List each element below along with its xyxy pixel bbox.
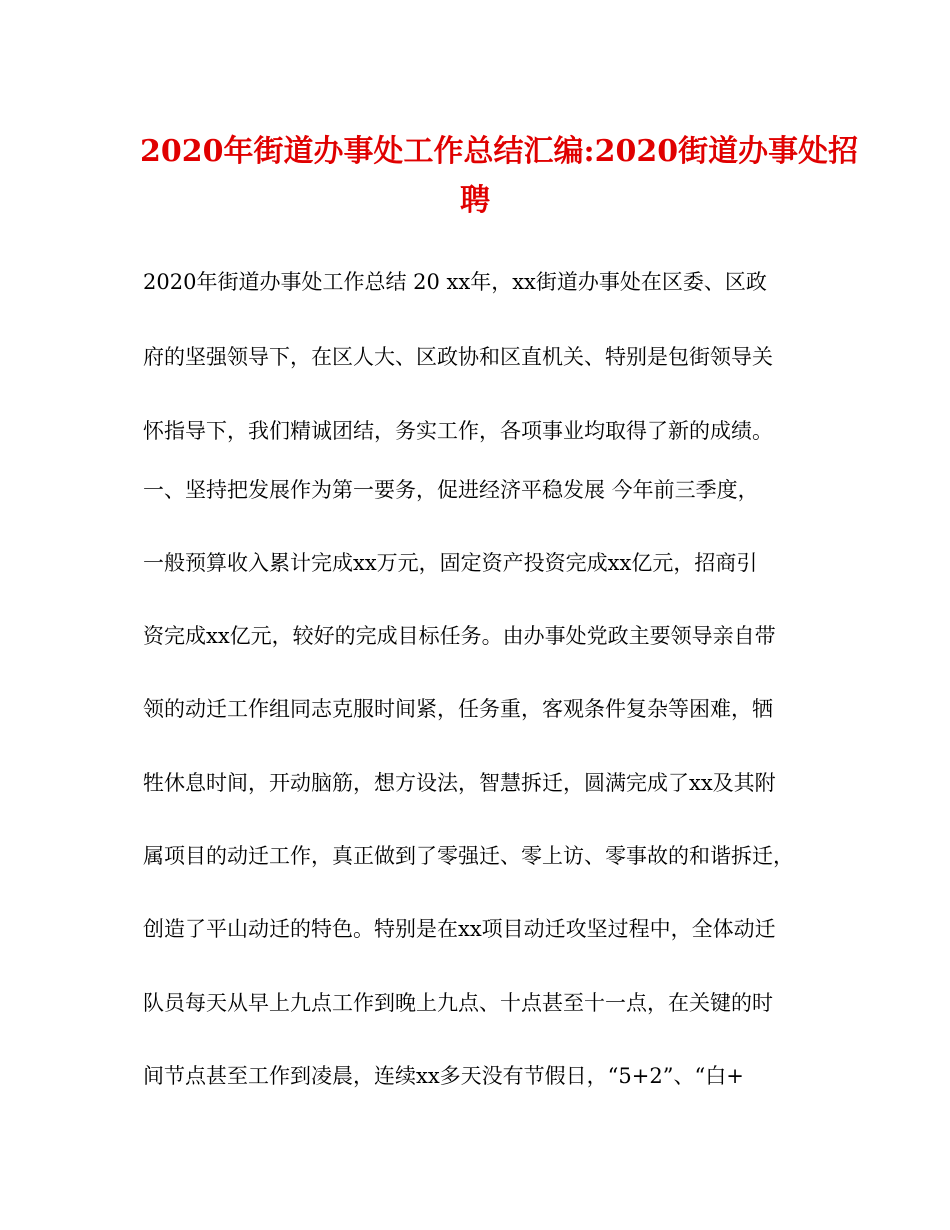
body-line-2: 府的坚强领导下，在区人大、区政协和区直机关、特别是包街领导关 <box>143 345 773 369</box>
body-line-8: 牲休息时间，开动脑筋，想方设法，智慧拆迁，圆满完成了xx及其附 <box>143 771 776 795</box>
body-line-1: 2020年街道办事处工作总结 20 xx年，xx街道办事处在区委、区政 <box>143 270 767 294</box>
document-title-line-1: 2020年街道办事处工作总结汇编:2020街道办事处招 <box>140 134 859 169</box>
body-line-11: 队员每天从早上九点工作到晚上九点、十点甚至十一点，在关键的时 <box>143 991 773 1015</box>
body-line-10: 创造了平山动迁的特色。特别是在xx项目动迁攻坚过程中，全体动迁 <box>143 917 776 941</box>
body-line-9: 属项目的动迁工作，真正做到了零强迁、零上访、零事故的和谐拆迁， <box>143 844 794 868</box>
body-line-5: 一般预算收入累计完成xx万元，固定资产投资完成xx亿元，招商引 <box>143 551 758 575</box>
body-line-4: 一、坚持把发展作为第一要务，促进经济平稳发展 今年前三季度， <box>143 478 759 502</box>
body-line-3: 怀指导下，我们精诚团结，务实工作，各项事业均取得了新的成绩。 <box>143 419 773 443</box>
body-line-12: 间节点甚至工作到凌晨，连续xx多天没有节假日，“5+2”、“白+ <box>143 1064 744 1088</box>
body-line-7: 领的动迁工作组同志克服时间紧，任务重，客观条件复杂等困难，牺 <box>143 697 773 721</box>
body-line-6: 资完成xx亿元，较好的完成目标任务。由办事处党政主要领导亲自带 <box>143 624 776 648</box>
document-title-line-2: 聘 <box>460 183 490 218</box>
